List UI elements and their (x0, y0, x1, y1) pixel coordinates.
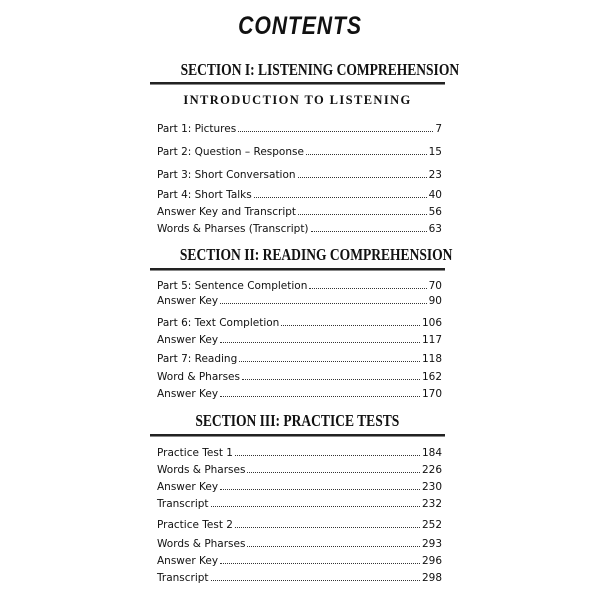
entry-page: 293 (421, 538, 442, 550)
subheading: INTRODUCTION TO LISTENING (183, 93, 412, 107)
entry-page: 106 (421, 317, 442, 329)
toc-entry[interactable] (157, 370, 442, 384)
entry-label: Answer Key (157, 388, 219, 400)
entry-page: 226 (421, 464, 442, 476)
dot-leader (235, 455, 420, 456)
toc-entry[interactable] (157, 188, 442, 202)
entry-label: Words & Pharses (157, 538, 246, 550)
section-heading (150, 60, 460, 80)
dot-leader (247, 472, 419, 473)
toc-entry[interactable] (157, 554, 442, 568)
section-heading (150, 411, 445, 431)
toc-entry[interactable] (157, 279, 442, 293)
entry-page: 298 (421, 572, 442, 584)
toc-entry[interactable] (157, 333, 442, 347)
toc-entry[interactable] (157, 387, 442, 401)
dot-leader (239, 361, 420, 362)
entry-label: Part 6: Text Completion (157, 317, 280, 329)
entry-label: Transcript (157, 572, 209, 584)
dot-leader (306, 154, 427, 155)
entry-page: 23 (428, 169, 442, 181)
dot-leader (298, 214, 427, 215)
entry-page: 296 (421, 555, 442, 567)
entry-label: Answer Key (157, 334, 219, 346)
dot-leader (220, 303, 427, 304)
entry-page: 56 (428, 206, 442, 218)
entry-label: Words & Pharses (Transcript) (157, 223, 309, 235)
dot-leader (309, 288, 426, 289)
dot-leader (298, 177, 427, 178)
dot-leader (220, 489, 420, 490)
section-divider (150, 434, 445, 437)
entry-page: 63 (428, 223, 442, 235)
toc-entry[interactable] (157, 446, 442, 460)
dot-leader (211, 506, 420, 507)
section-heading-text: SECTION II: READING COMPREHENSION (179, 245, 453, 264)
entry-label: Words & Pharses (157, 464, 246, 476)
entry-label: Answer Key (157, 555, 219, 567)
toc-entry[interactable] (157, 518, 442, 532)
dot-leader (220, 396, 420, 397)
entry-page: 15 (428, 146, 442, 158)
dot-leader (235, 527, 420, 528)
toc-entry[interactable] (157, 122, 442, 136)
toc-entry[interactable] (157, 222, 442, 236)
toc-entry[interactable] (157, 205, 442, 219)
entry-label: Practice Test 2 (157, 519, 233, 531)
toc-entry[interactable] (157, 145, 442, 159)
entry-label: Part 5: Sentence Completion (157, 280, 308, 292)
entry-label: Part 2: Question – Response (157, 146, 304, 158)
entry-page: 7 (435, 123, 442, 135)
toc-entry[interactable] (157, 294, 442, 308)
toc-entry[interactable] (157, 463, 442, 477)
toc-entry[interactable] (157, 480, 442, 494)
toc-entry[interactable] (157, 571, 442, 585)
entry-page: 118 (421, 353, 442, 365)
dot-leader (220, 342, 420, 343)
entry-label: Part 1: Pictures (157, 123, 237, 135)
entry-page: 117 (421, 334, 442, 346)
toc-entry[interactable] (157, 168, 442, 182)
toc-entry[interactable] (157, 537, 442, 551)
entry-label: Part 4: Short Talks (157, 189, 252, 201)
section-heading-text: SECTION III: PRACTICE TESTS (195, 411, 400, 430)
section-divider (150, 82, 445, 85)
dot-leader (211, 580, 420, 581)
toc-entry[interactable] (157, 497, 442, 511)
entry-label: Transcript (157, 498, 209, 510)
entry-page: 170 (421, 388, 442, 400)
entry-label: Word & Pharses (157, 371, 240, 383)
toc-entry[interactable] (157, 352, 442, 366)
dot-leader (281, 325, 420, 326)
dot-leader (311, 231, 427, 232)
toc-entry[interactable] (157, 316, 442, 330)
entry-page: 230 (421, 481, 442, 493)
dot-leader (242, 379, 420, 380)
section-heading (150, 245, 453, 265)
entry-page: 184 (421, 447, 442, 459)
dot-leader (254, 197, 427, 198)
entry-label: Part 3: Short Conversation (157, 169, 296, 181)
entry-page: 70 (428, 280, 442, 292)
entry-page: 232 (421, 498, 442, 510)
dot-leader (238, 131, 433, 132)
entry-page: 252 (421, 519, 442, 531)
entry-label: Answer Key (157, 481, 219, 493)
entry-label: Part 7: Reading (157, 353, 238, 365)
section-divider (150, 268, 445, 271)
entry-label: Practice Test 1 (157, 447, 233, 459)
entry-page: 40 (428, 189, 442, 201)
dot-leader (220, 563, 420, 564)
dot-leader (247, 546, 419, 547)
section-heading-text: SECTION I: LISTENING COMPREHENSION (180, 60, 460, 79)
entry-label: Answer Key (157, 295, 219, 307)
entry-label: Answer Key and Transcript (157, 206, 297, 218)
page-title: CONTENTS (238, 12, 362, 40)
entry-page: 90 (428, 295, 442, 307)
entry-page: 162 (421, 371, 442, 383)
